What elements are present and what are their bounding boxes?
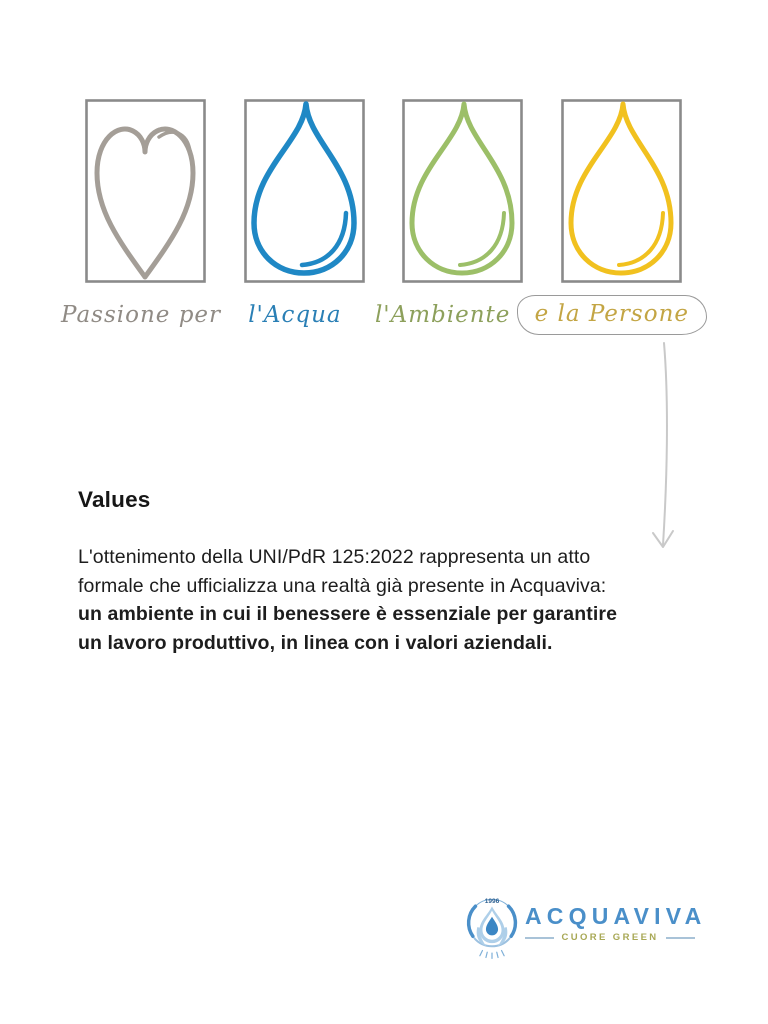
- label-passione-per: Passione per: [61, 302, 222, 328]
- values-icons-row: [85, 99, 682, 283]
- value-box-passione: [85, 99, 206, 283]
- heart-icon: [85, 99, 206, 283]
- acquaviva-logo: [466, 893, 707, 963]
- tagline-rule-left: [525, 937, 554, 939]
- label-cell-acqua: [221, 302, 369, 328]
- acquaviva-badge-icon: [466, 893, 518, 963]
- logo-tagline: CUORE GREEN: [561, 932, 659, 943]
- values-text-block: [78, 487, 698, 657]
- water-drop-icon: [244, 99, 365, 283]
- paragraph-line: L'ottenimento della UNI/PdR 125:2022 rappresenta un atto: [78, 546, 591, 568]
- label-ambiente: l'Ambiente: [374, 302, 511, 328]
- paragraph-line: formale che ufficializza una realtà già presente in Acquaviva:: [78, 574, 607, 597]
- logo-text: [525, 893, 707, 943]
- value-box-acqua: [244, 99, 365, 283]
- value-box-persone: [561, 99, 682, 283]
- water-drop-icon: [402, 99, 523, 283]
- badge-rays: [480, 951, 504, 959]
- badge-year: 1996: [484, 897, 500, 905]
- label-acqua: l'Acqua: [248, 302, 342, 328]
- tagline-rule-right: [666, 937, 695, 939]
- logo-brand-name: ACQUAVIVA: [525, 903, 707, 929]
- label-cell-passione: [61, 302, 221, 328]
- paragraph-line-bold: un lavoro produttivo, in linea con i valori aziendali.: [78, 631, 553, 654]
- value-box-ambiente: [402, 99, 523, 283]
- label-cell-ambiente: [369, 302, 517, 328]
- persone-highlight-outline: [517, 295, 707, 335]
- logo-tagline-row: [525, 932, 695, 943]
- label-persone: e la Persone: [534, 301, 689, 327]
- label-cell-persone: [517, 295, 707, 335]
- water-drop-icon: [561, 99, 682, 283]
- values-labels-row: [61, 292, 707, 338]
- paragraph-line-bold: un ambiente in cui il benessere è essenziale per garantire: [78, 603, 618, 625]
- page-title: Values: [78, 487, 151, 512]
